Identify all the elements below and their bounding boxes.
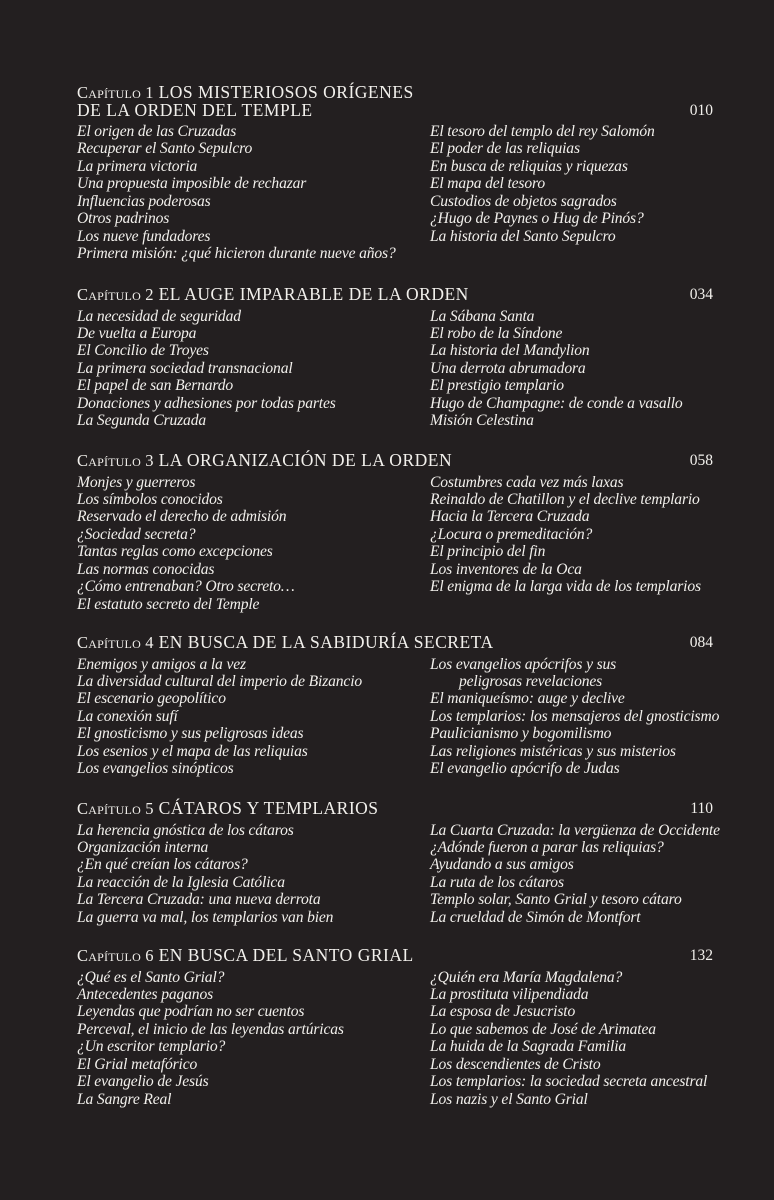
section-entry[interactable]: Los evangelios apócrifos y sus	[430, 655, 617, 673]
section-entry[interactable]: El evangelio de Jesús	[77, 1073, 209, 1091]
section-entry[interactable]: Costumbres cada vez más laxas	[430, 473, 624, 491]
section-entry[interactable]: Perceval, el inicio de las leyendas artúricas	[77, 1020, 344, 1038]
chapter-heading	[77, 800, 713, 818]
section-list-left	[77, 656, 422, 778]
section-list-right	[430, 474, 730, 596]
section-entry[interactable]: De vuelta a Europa	[77, 324, 197, 342]
chapter-heading	[77, 634, 713, 652]
section-entry[interactable]: ¿Cómo entrenaban? Otro secreto…	[77, 578, 295, 596]
section-entry[interactable]: Los inventores de la Oca	[430, 560, 582, 578]
section-entry[interactable]: Leyendas que podrían no ser cuentos	[77, 1003, 305, 1021]
section-entry[interactable]: El gnosticismo y sus peligrosas ideas	[77, 725, 304, 743]
section-list-right	[430, 308, 730, 430]
section-entry[interactable]: Organización interna	[77, 838, 209, 856]
section-entry[interactable]: El escenario geopolítico	[77, 690, 226, 708]
section-entry[interactable]: Tantas reglas como excepciones	[77, 543, 273, 561]
section-entry[interactable]: La Sangre Real	[77, 1090, 172, 1108]
section-entry[interactable]: Hugo de Champagne: de conde a vasallo	[430, 394, 683, 412]
section-entry[interactable]: El mapa del tesoro	[430, 175, 545, 193]
section-entry[interactable]: La ruta de los cátaros	[430, 873, 564, 891]
section-entry[interactable]: El papel de san Bernardo	[77, 377, 234, 395]
section-entry[interactable]: El prestigio templario	[430, 377, 564, 395]
section-entry[interactable]: La Cuarta Cruzada: la vergüenza de Occidente	[430, 821, 720, 839]
section-list-right	[430, 123, 730, 245]
section-entry[interactable]: Los templarios: los mensajeros del gnosticismo	[430, 707, 720, 725]
section-entry[interactable]: La necesidad de seguridad	[77, 307, 241, 325]
chapter-page-number: 058	[689, 452, 713, 469]
chapter-5	[77, 798, 720, 926]
section-entry[interactable]: La crueldad de Simón de Montfort	[430, 908, 641, 926]
section-list-left	[77, 123, 422, 263]
section-list-right	[430, 969, 730, 1109]
section-entry[interactable]: ¿Qué es el Santo Grial?	[77, 968, 225, 986]
chapter-label: Capítulo 5	[77, 799, 154, 818]
section-entry[interactable]: La Sábana Santa	[430, 307, 535, 325]
section-entry[interactable]: Custodios de objetos sagrados	[430, 192, 617, 210]
section-entry[interactable]: La Tercera Cruzada: una nueva derrota	[77, 891, 321, 909]
chapter-title: EN BUSCA DE LA SABIDURÍA SECRETA	[158, 632, 494, 652]
section-list-right	[430, 656, 730, 778]
section-entry[interactable]: La historia del Santo Sepulcro	[430, 227, 616, 245]
section-entry[interactable]: Antecedentes paganos	[77, 985, 214, 1003]
section-entry[interactable]: La guerra va mal, los templarios van bien	[77, 908, 334, 926]
section-list-left	[77, 822, 422, 927]
section-entry[interactable]: Los esenios y el mapa de las reliquias	[77, 742, 308, 760]
section-entry[interactable]: La prostituta vilipendiada	[430, 985, 589, 1003]
section-entry[interactable]: Otros padrinos	[77, 210, 170, 228]
chapter-page-number: 010	[689, 101, 713, 119]
section-entry[interactable]: La herencia gnóstica de los cátaros	[77, 821, 294, 839]
chapter-page-number: 084	[689, 634, 713, 651]
section-entry[interactable]: ¿Un escritor templario?	[77, 1038, 226, 1056]
chapter-heading	[77, 84, 713, 119]
section-entry[interactable]: Los templarios: la sociedad secreta ancestral	[430, 1073, 708, 1091]
section-entry[interactable]: El robo de la Síndone	[430, 324, 563, 342]
section-entry[interactable]: Una derrota abrumadora	[430, 359, 586, 377]
section-entry[interactable]: El origen de las Cruzadas	[77, 123, 237, 140]
chapter-title-continued: DE LA ORDEN DEL TEMPLE	[77, 99, 313, 120]
chapter-heading	[77, 947, 713, 965]
chapter-page-number: 110	[690, 800, 713, 817]
chapter-3	[77, 450, 713, 613]
section-list-right	[430, 822, 730, 927]
section-entry[interactable]: ¿Quién era María Magdalena?	[430, 968, 623, 986]
section-entry[interactable]: ¿Sociedad secreta?	[77, 525, 196, 543]
section-list-left	[77, 969, 422, 1109]
section-entry[interactable]: Misión Celestina	[430, 412, 534, 430]
section-entry[interactable]: ¿Locura o premeditación?	[430, 525, 593, 543]
section-entry[interactable]: Reservado el derecho de admisión	[77, 508, 287, 526]
section-entry[interactable]: El evangelio apócrifo de Judas	[430, 760, 620, 778]
section-entry[interactable]: En busca de reliquias y riquezas	[430, 157, 628, 175]
section-entry[interactable]: Las normas conocidas	[77, 560, 215, 578]
section-entry[interactable]: El poder de las reliquias	[430, 140, 580, 158]
section-entry[interactable]: La reacción de la Iglesia Católica	[77, 873, 285, 891]
chapter-label: Capítulo 6	[77, 946, 154, 965]
section-entry[interactable]: El principio del fin	[430, 543, 546, 561]
chapter-label: Capítulo 4	[77, 633, 154, 652]
chapter-title: EL AUGE IMPARABLE DE LA ORDEN	[158, 284, 469, 304]
section-entry[interactable]: La conexión sufí	[77, 707, 178, 725]
section-entry[interactable]: El estatuto secreto del Temple	[77, 595, 260, 613]
section-entry[interactable]: Influencias poderosas	[77, 192, 211, 210]
chapter-title: CÁTAROS Y TEMPLARIOS	[158, 798, 379, 818]
section-entry[interactable]: La primera sociedad transnacional	[77, 359, 293, 377]
section-entry[interactable]: Primera misión: ¿qué hicieron durante nueve años?	[77, 245, 396, 263]
section-entry[interactable]: El enigma de la larga vida de los templarios	[430, 578, 701, 596]
section-entry[interactable]: Reinaldo de Chatillon y el declive templario	[430, 490, 700, 508]
section-entry[interactable]: Los símbolos conocidos	[77, 490, 223, 508]
section-entry[interactable]: ¿En qué creían los cátaros?	[77, 856, 248, 874]
section-entry[interactable]: El Concilio de Troyes	[77, 342, 209, 360]
chapter-title: EN BUSCA DEL SANTO GRIAL	[158, 945, 414, 965]
section-entry[interactable]: Una propuesta imposible de rechazar	[77, 175, 307, 193]
section-entry[interactable]: Lo que sabemos de José de Arimatea	[430, 1020, 656, 1038]
section-entry[interactable]: Monjes y guerreros	[77, 473, 196, 491]
section-entry[interactable]: La diversidad cultural del imperio de Bizancio	[77, 672, 363, 690]
chapter-heading	[77, 452, 713, 470]
section-entry[interactable]: El maniqueísmo: auge y declive	[430, 690, 625, 708]
section-entry[interactable]: Recuperar el Santo Sepulcro	[77, 140, 253, 158]
section-entry-continued[interactable]: peligrosas revelaciones	[459, 672, 603, 690]
chapter-6	[77, 945, 713, 1108]
section-entry[interactable]: La Segunda Cruzada	[77, 412, 206, 430]
chapter-page-number: 034	[689, 286, 713, 303]
section-entry[interactable]: Los descendientes de Cristo	[430, 1055, 601, 1073]
chapter-title: LA ORGANIZACIÓN DE LA ORDEN	[158, 450, 453, 470]
chapter-label: Capítulo 1	[77, 83, 154, 102]
chapter-1	[77, 82, 713, 263]
section-entry[interactable]: Los nazis y el Santo Grial	[430, 1090, 588, 1108]
chapter-label: Capítulo 2	[77, 285, 154, 304]
section-entry[interactable]: Enemigos y amigos a la vez	[77, 655, 246, 673]
section-entry[interactable]: Hacia la Tercera Cruzada	[430, 508, 590, 526]
section-entry[interactable]: Templo solar, Santo Grial y tesoro cátaro	[430, 891, 682, 909]
section-entry[interactable]: Los nueve fundadores	[77, 227, 211, 245]
chapter-page-number: 132	[689, 947, 713, 964]
section-entry[interactable]: La esposa de Jesucristo	[430, 1003, 576, 1021]
section-entry[interactable]: ¿Hugo de Paynes o Hug de Pinós?	[430, 210, 644, 228]
chapter-2	[77, 284, 713, 430]
section-list-left	[77, 474, 422, 614]
chapter-heading	[77, 286, 713, 304]
section-entry[interactable]: Ayudando a sus amigos	[430, 856, 574, 874]
section-entry[interactable]: La primera victoria	[77, 157, 198, 175]
section-entry[interactable]: Las religiones mistéricas y sus misterios	[430, 742, 676, 760]
section-entry[interactable]: El tesoro del templo del rey Salomón	[430, 123, 655, 140]
section-entry[interactable]: La huida de la Sagrada Familia	[430, 1038, 627, 1056]
chapter-label: Capítulo 3	[77, 451, 154, 470]
section-entry[interactable]: La historia del Mandylion	[430, 342, 590, 360]
chapter-4	[77, 632, 720, 778]
section-entry[interactable]: Los evangelios sinópticos	[77, 760, 234, 778]
section-list-left	[77, 308, 422, 430]
section-entry[interactable]: ¿Adónde fueron a parar las reliquias?	[430, 838, 664, 856]
section-entry[interactable]: Paulicianismo y bogomilismo	[430, 725, 612, 743]
chapter-title: LOS MISTERIOSOS ORÍGENES	[158, 82, 414, 102]
section-entry[interactable]: Donaciones y adhesiones por todas partes	[77, 394, 336, 412]
section-entry[interactable]: El Grial metafórico	[77, 1055, 198, 1073]
